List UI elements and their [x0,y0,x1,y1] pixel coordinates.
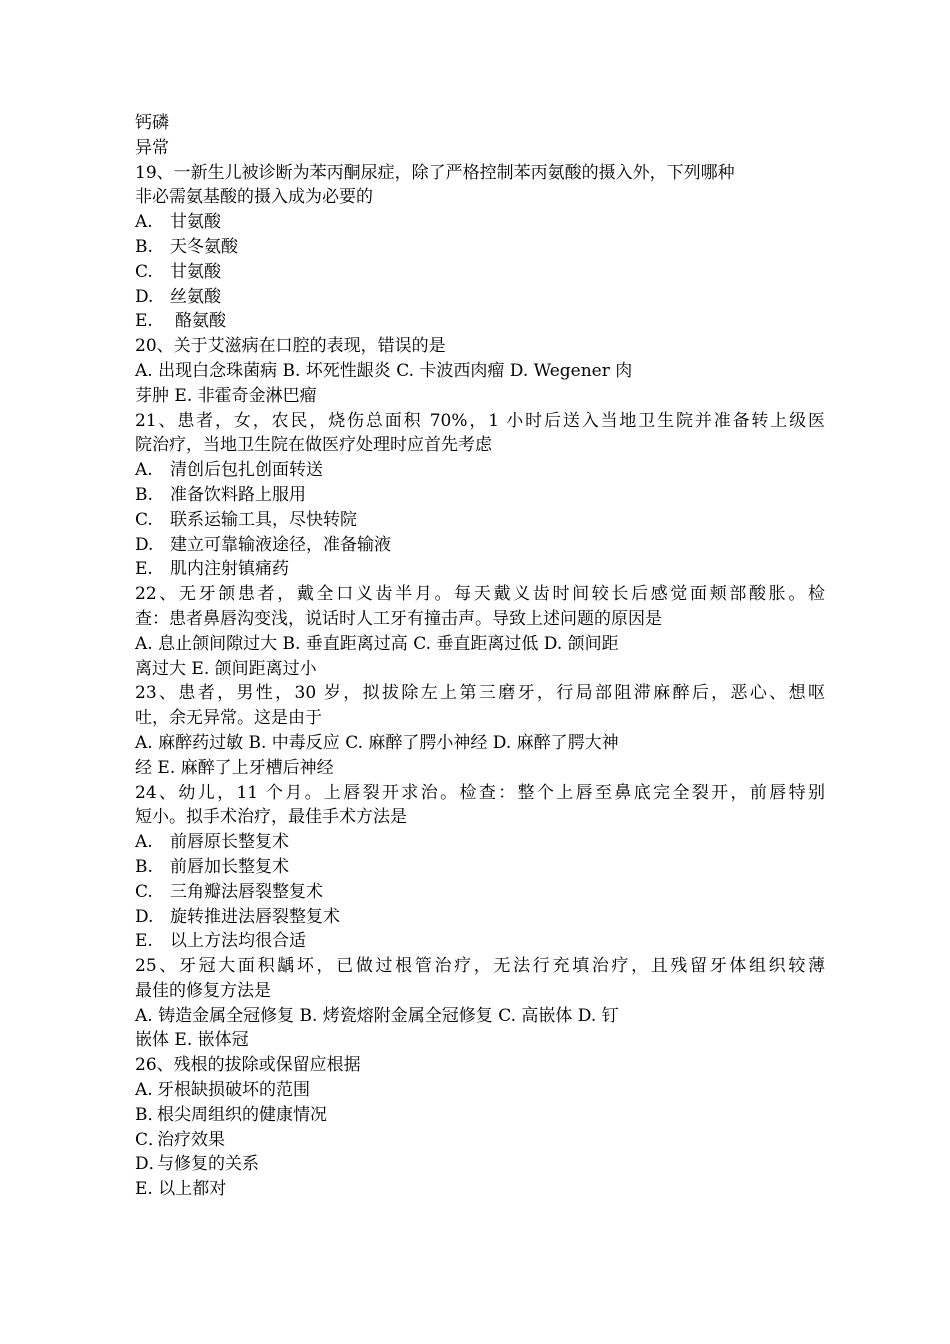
question-26-option-a [135,1078,825,1103]
question-24-option-d [135,905,825,930]
option-letter: C． [135,1129,166,1150]
option-letter: E. [135,931,153,952]
option-text: 前唇原长整复术 [170,832,289,853]
option-text: 建立可靠输液途径，准备输液 [170,534,391,555]
question-25-stem-cont: 最佳的修复方法是 [135,980,271,1001]
question-22-stem: 22、无牙颌患者，戴全口义齿半月。每天戴义齿时间较长后感觉面颊部酸胀。检 [135,584,825,605]
question-26-option-b [135,1103,825,1128]
option-letter: B. [135,236,153,257]
option-letter: E. [135,311,153,332]
question-20-stem: 20、关于艾滋病在口腔的表现，错误的是 [135,336,446,357]
option-letter: C. [135,509,153,530]
question-20-options: A. 出现白念珠菌病 B. 坏死性龈炎 C. 卡波西肉瘤 D. Wegener 肉 [135,360,633,381]
question-22-options: A. 息止颌间隙过大 B. 垂直距离过高 C. 垂直距离过低 D. 颌间距 [135,633,619,654]
option-letter: D. [135,534,154,555]
document-page [135,111,825,1202]
option-text: 天冬氨酸 [170,236,238,257]
question-25-stem: 25、牙冠大面积龋坏，已做过根管治疗，无法行充填治疗，且残留牙体组织较薄 [135,956,825,977]
question-22-stem-cont: 查：患者鼻唇沟变浅，说话时人工牙有撞击声。导致上述问题的原因是 [135,608,662,629]
option-letter: A. [135,460,153,481]
option-text: 丝氨酸 [170,286,221,307]
option-text: 准备饮料路上服用 [170,484,306,505]
option-letter: A. [135,832,153,853]
question-22-options-cont: 离过大 E. 颌间距离过小 [135,658,317,679]
option-letter: A. [135,212,153,233]
option-text: 清创后包扎创面转送 [170,460,323,481]
question-23-options-cont: 经 E. 麻醉了上牙槽后神经 [135,757,334,778]
option-text: 肌内注射镇痛药 [170,559,289,580]
option-text: 联系运输工具，尽快转院 [170,509,357,530]
question-24-option-e [135,929,825,954]
option-text: 甘氨酸 [170,261,221,282]
option-letter: C. [135,881,153,902]
question-21-option-b [135,483,825,508]
question-19-option-c [135,260,825,285]
option-letter: B. [135,484,153,505]
option-letter: A. [135,1080,153,1101]
question-19-option-e [135,309,825,334]
question-19-option-d [135,285,825,310]
question-24-option-b [135,855,825,880]
question-19-stem: 19、一新生儿被诊断为苯丙酮尿症，除了严格控制苯丙氨酸的摄入外，下列哪种 [135,162,735,183]
option-letter: D. [135,906,154,927]
option-text: 根尖周组织的健康情况 [157,1104,327,1125]
question-19-option-b [135,235,825,260]
question-24-stem-cont: 短小。拟手术治疗，最佳手术方法是 [135,807,407,828]
question-24-option-a [135,830,825,855]
question-24-option-c [135,880,825,905]
question-21-option-a [135,458,825,483]
text-line: 钙磷 [135,113,169,133]
question-20-options-cont: 芽肿 E. 非霍奇金淋巴瘤 [135,385,317,406]
option-letter: B. [135,856,153,877]
question-21-option-e [135,557,825,582]
question-21-stem: 21、患者，女，农民，烧伤总面积 70%，1 小时后送入当地卫生院并准备转上级医 [135,410,825,431]
question-26-stem: 26、残根的拔除或保留应根据 [135,1055,361,1076]
question-23-stem-cont: 吐，余无异常。这是由于 [135,708,322,729]
option-text: 以上方法均很合适 [170,931,306,952]
option-letter: B． [135,1104,165,1125]
question-24-stem: 24、幼儿，11 个月。上唇裂开求治。检查：整个上唇至鼻底完全裂开，前唇特别 [135,782,825,803]
question-23-stem: 23、患者，男性，30 岁，拟拔除左上第三磨牙，行局部阻滞麻醉后，恶心、想呕 [135,683,825,704]
option-letter: D． [135,1154,166,1175]
option-text: 牙根缺损破坏的范围 [157,1080,310,1101]
option-text: 酪氨酸 [175,311,226,332]
option-letter: C. [135,261,153,282]
question-26-option-c [135,1128,825,1153]
question-21-option-d [135,533,825,558]
question-21-option-c [135,508,825,533]
option-text: 前唇加长整复术 [170,856,289,877]
option-text: 甘氨酸 [170,212,221,233]
text-line: 异常 [135,137,169,158]
option-letter: D. [135,286,154,307]
question-21-stem-cont: 院治疗，当地卫生院在做医疗处理时应首先考虑 [135,435,492,456]
option-letter: E. [135,559,153,580]
question-19-stem-cont: 非必需氨基酸的摄入成为必要的 [135,187,373,208]
option-text: 与修复的关系 [157,1154,259,1175]
question-23-options: A. 麻醉药过敏 B. 中毒反应 C. 麻醉了腭小神经 D. 麻醉了腭大神 [135,732,619,753]
question-25-options-cont: 嵌体 E. 嵌体冠 [135,1030,249,1051]
question-26-option-d [135,1152,825,1177]
option-text: 治疗效果 [157,1129,225,1150]
question-19-option-a [135,210,825,235]
question-26-option-e: E. 以上都对 [135,1179,227,1200]
question-25-options: A. 铸造金属全冠修复 B. 烤瓷熔附金属全冠修复 C. 高嵌体 D. 钉 [135,1005,619,1026]
option-text: 三角瓣法唇裂整复术 [170,881,323,902]
option-text: 旋转推进法唇裂整复术 [170,906,340,927]
